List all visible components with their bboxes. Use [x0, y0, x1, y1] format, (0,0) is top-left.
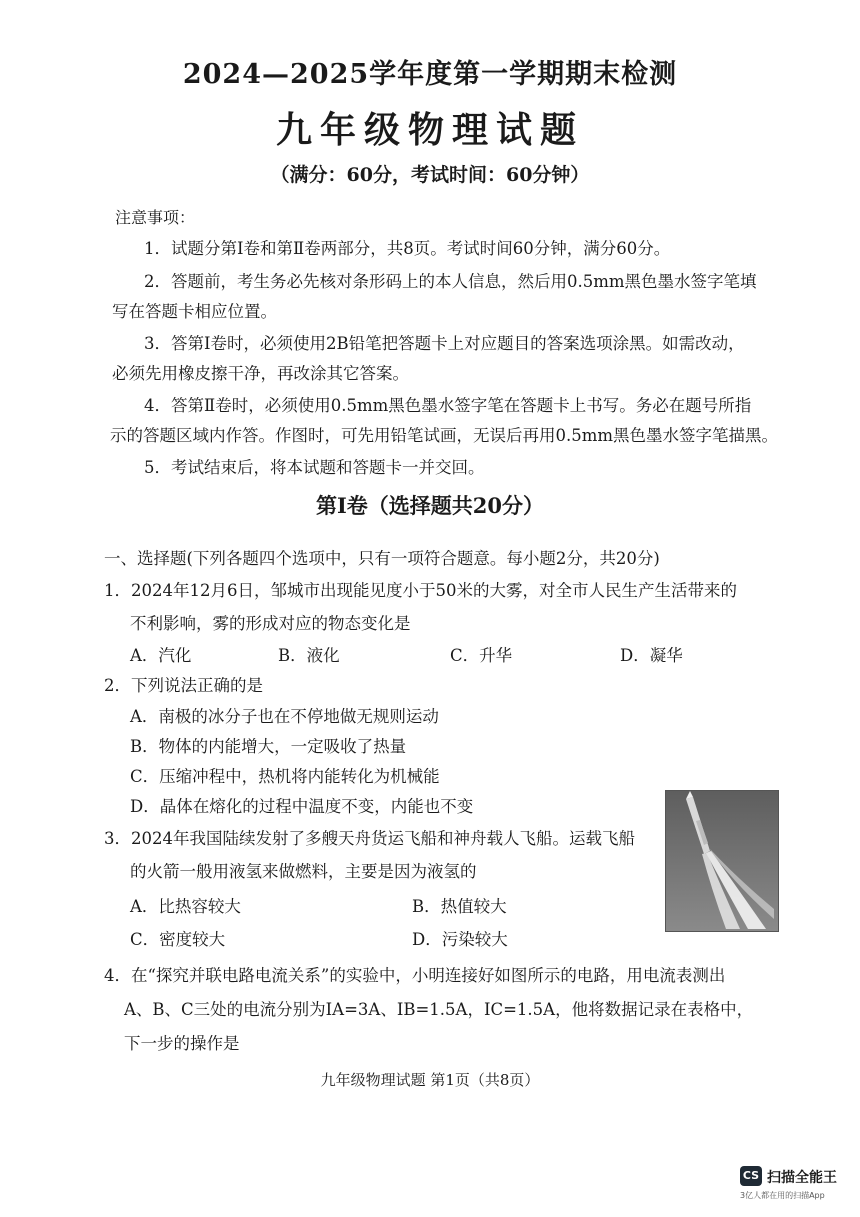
q1-option-b: B．液化 — [278, 646, 340, 665]
part-title: 一、选择题(下列各题四个选项中，只有一项符合题意。每小题2分，共20分) — [104, 549, 660, 568]
question-4-line-2: A、B、C三处的电流分别为IA=3A、IB=1.5A，IC=1.5A，他将数据记录在表格中， — [124, 1000, 754, 1019]
question-3-line-1: 3．2024年我国陆续发射了多艘天舟货运飞船和神舟载人飞船。运载飞船 — [104, 829, 635, 848]
exam-subject-title: 九年级物理试题 — [275, 109, 584, 151]
question-2-stem: 2．下列说法正确的是 — [104, 676, 263, 695]
note-item: 1．试题分第Ⅰ卷和第Ⅱ卷两部分，共8页。考试时间60分钟，满分60分。 — [144, 239, 671, 258]
q2-option-a: A．南极的冰分子也在不停地做无规则运动 — [130, 707, 439, 726]
q2-option-c: C．压缩冲程中，热机将内能转化为机械能 — [130, 767, 440, 786]
camscanner-logo-icon: CS — [740, 1166, 762, 1186]
scanner-app-name: 扫描全能王 — [767, 1170, 837, 1186]
q1-option-a: A．汽化 — [130, 646, 192, 665]
question-4-line-3: 下一步的操作是 — [124, 1034, 240, 1053]
notes-title: 注意事项： — [115, 208, 196, 227]
question-3-line-2: 的火箭一般用液氢来做燃料，主要是因为液氢的 — [130, 862, 477, 881]
note-item: 必须先用橡皮擦干净，再改涂其它答案。 — [112, 364, 409, 383]
question-1-line-2: 不利影响，雾的形成对应的物态变化是 — [130, 614, 411, 633]
q3-option-a: A．比热容较大 — [130, 897, 241, 916]
question-4-line-1: 4．在“探究并联电路电流关系”的实验中，小明连接好如图所示的电路，用电流表测出 — [104, 966, 726, 985]
question-1-line-1: 1．2024年12月6日，邹城市出现能见度小于50米的大雾，对全市人民生产生活带来的 — [104, 581, 737, 600]
note-item: 写在答题卡相应位置。 — [112, 302, 277, 321]
note-item: 5．考试结束后，将本试题和答题卡一并交回。 — [144, 458, 485, 477]
page-footer: 九年级物理试题 第1页（共8页） — [320, 1071, 540, 1089]
q1-option-d: D．凝华 — [620, 646, 683, 665]
scanner-app-tagline: 3亿人都在用的扫描App — [740, 1191, 825, 1200]
note-item: 示的答题区域内作答。作图时，可先用铅笔试画，无误后再用0.5mm黑色墨水签字笔描黑。 — [110, 426, 779, 445]
q1-option-c: C．升华 — [450, 646, 513, 665]
q3-option-c: C．密度较大 — [130, 930, 226, 949]
q3-option-d: D．污染较大 — [412, 930, 508, 949]
note-item: 4．答第Ⅱ卷时，必须使用0.5mm黑色墨水签字笔在答题卡上书写。务必在题号所指 — [144, 396, 752, 415]
exam-period-title: 2024—2025学年度第一学期期末检测 — [182, 59, 678, 90]
exam-info: （满分：60分，考试时间：60分钟） — [270, 164, 590, 186]
q2-option-b: B．物体的内能增大，一定吸收了热量 — [130, 737, 407, 756]
q3-option-b: B．热值较大 — [412, 897, 507, 916]
section-title: 第Ⅰ卷（选择题共20分） — [315, 493, 545, 518]
note-item: 3．答第Ⅰ卷时，必须使用2B铅笔把答题卡上对应题目的答案选项涂黑。如需改动， — [144, 334, 745, 353]
rocket-icon — [666, 791, 778, 931]
rocket-launch-image — [665, 790, 779, 932]
note-item: 2．答题前，考生务必先核对条形码上的本人信息，然后用0.5mm黑色墨水签字笔填 — [144, 272, 757, 291]
q2-option-d: D．晶体在熔化的过程中温度不变，内能也不变 — [130, 797, 474, 816]
